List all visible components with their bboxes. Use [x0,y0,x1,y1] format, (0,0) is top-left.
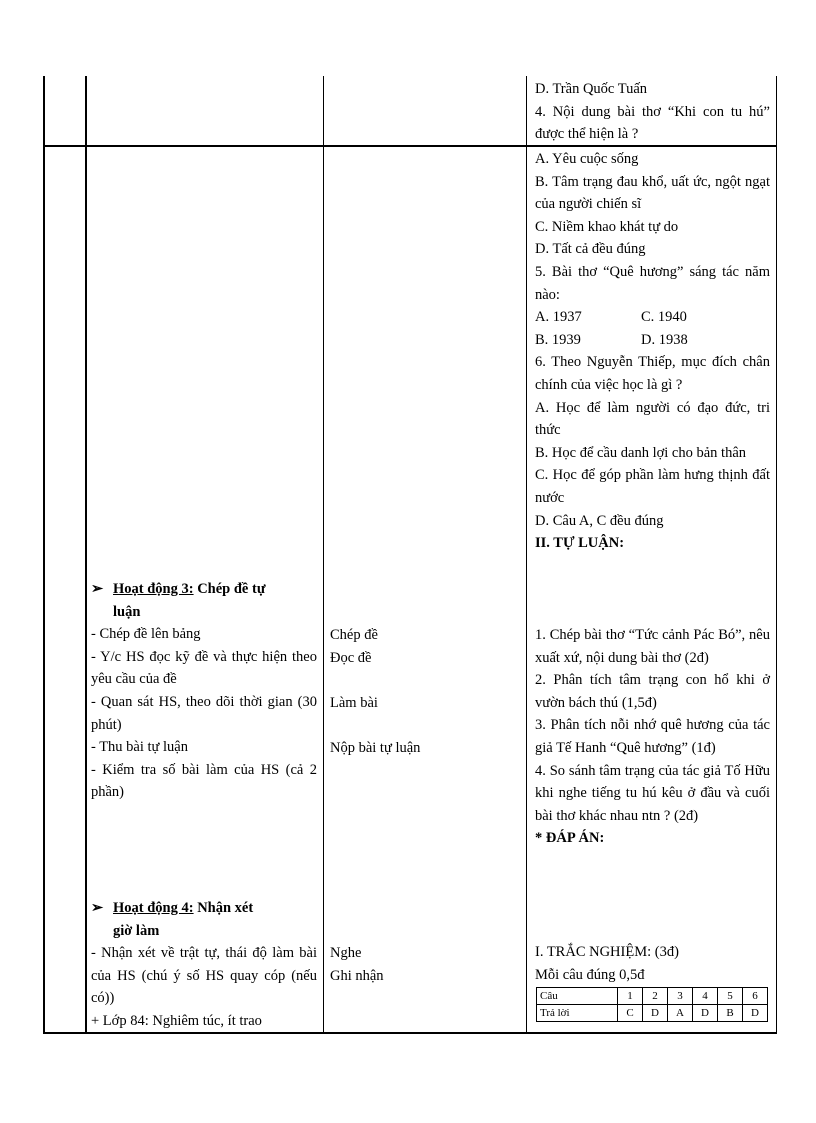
q5-options-row1 [535,306,770,329]
answer-table-cell: 1 [618,988,643,1005]
q5-option-a: A. 1937 [535,309,582,326]
activity4-title-line2: giờ làm [113,922,160,939]
mc-note: Mỗi câu đúng 0,5đ [535,966,645,983]
q6-option-a: A. Học để làm người có đạo đức, tri thức [535,399,770,439]
student-task: Làm bài [330,694,378,711]
answer-table-cell: A [668,1005,693,1022]
q5-option-b: B. 1939 [535,331,581,348]
essay-questions [535,624,770,850]
q4-option-b: B. Tâm trạng đau khổ, uất ức, ngột ngạt của người chiến sĩ [535,173,770,213]
student-task: Đọc đề [330,649,372,666]
q5-options-row2 [535,329,770,352]
q5-text: 5. Bài thơ “Quê hương” sáng tác năm nào: [535,263,770,303]
q3-option-d: D. Trần Quốc Tuấn [535,81,647,97]
essay-q1: 1. Chép bài thơ “Tức cảnh Pác Bó”, nêu xuất xứ, nội dung bài thơ (2đ) [535,627,770,666]
activity3-item: - Thu bài tự luận [91,739,188,756]
answer-table-cell: B [718,1005,743,1022]
student-activity-4 [330,942,520,987]
table-left-border [43,76,45,1034]
answer-table-row-answers [537,1005,768,1022]
q6-text: 6. Theo Nguyễn Thiếp, mục đích chân chính của việc học là gì ? [535,354,770,393]
answer-table-label-question: Câu [537,988,618,1005]
answer-table [536,987,768,1022]
student-task: Ghi nhận [330,967,384,984]
row1-questions [535,78,770,146]
activity3-item: - Kiểm tra số bài làm của HS (cả 2 phần) [91,761,317,801]
table-col-divider-1 [85,76,87,1034]
essay-heading: II. TỰ LUẬN: [535,535,625,552]
student-activity-3 [330,624,520,760]
answer-table-row-questions [537,988,768,1005]
q5-option-c: C. 1940 [641,309,687,326]
mc-heading: I. TRẮC NGHIỆM: (3đ) [535,944,679,960]
activity3-item: - Quan sát HS, theo dõi thời gian (30 phút) [91,693,317,733]
essay-q4-score: (2đ) [673,807,699,824]
q4-text: 4. Nội dung bài thơ “Khi con tu hú” được thể hiện là ? [535,103,770,143]
q4-option-d: D. Tất cả đều đúng [535,241,646,258]
q4-option-c: C. Niềm khao khát tự do [535,218,679,235]
student-task: Chép đề [330,627,378,643]
essay-q2-score: (1,5đ) [621,694,657,711]
activity3-item: - Chép đề lên bảng [91,626,201,643]
student-task: Nghe [330,945,362,961]
activity3-title: ➢ Hoạt động 3: Chép đề tự [91,578,317,601]
q6-option-d: D. Câu A, C đều đúng [535,512,664,529]
answer-heading: * ĐÁP ÁN: [535,830,605,847]
answer-table-cell: 5 [718,988,743,1005]
essay-q1-score: (2đ) [684,649,709,666]
answer-table-cell: D [693,1005,718,1022]
essay-q3-score: (1đ) [691,739,716,756]
answer-table-cell: 4 [693,988,718,1005]
activity3-item: - Y/c HS đọc kỹ đề và thực hiện theo yêu cầu của đề [91,648,317,688]
row2-questions [535,148,770,555]
activity4-item: - Nhận xét về trật tự, thái độ làm bài của HS (chú ý số HS quay cóp (nếu có)) [91,945,317,1007]
activity4-title: ➢ Hoạt động 4: Nhận xét [91,897,317,920]
essay-q3: 3. Phân tích nỗi nhớ quê hương của tác giả Tế Hanh “Quê hương” (1đ) [535,717,770,756]
q4-option-a: A. Yêu cuộc sống [535,151,639,167]
activity3-block [91,578,317,804]
arrow-bullet-icon: ➢ [91,581,104,597]
answer-table-label-answer: Trả lời [537,1005,618,1022]
answer-table-cell: 3 [668,988,693,1005]
essay-q4: 4. So sánh tâm trạng của tác giả Tố Hữu khi nghe tiếng tu hú kêu ở đầu và cuối bài thơ khác nhau ntn ? (2đ) [535,762,770,824]
activity3-title-line2: luận [113,603,141,620]
table-col-divider-2 [323,76,324,1034]
student-task: Nộp bài tự luận [330,739,421,756]
table-right-border [776,76,777,1034]
essay-q2: 2. Phân tích tâm trạng con hổ khi ở vườn bách thú (1,5đ) [535,672,770,711]
activity4-block [91,897,317,1033]
answer-table-cell: 6 [743,988,768,1005]
answer-table-cell: D [743,1005,768,1022]
answer-table-cell: 2 [643,988,668,1005]
q6-option-c: C. Học để góp phần làm hưng thịnh đất nước [535,467,770,506]
table-col-divider-3 [526,76,527,1034]
activity4-item: + Lớp 84: Nghiêm túc, ít trao [91,1012,262,1029]
answer-table-cell: D [643,1005,668,1022]
mc-answer-section [535,942,770,987]
q5-option-d: D. 1938 [641,331,688,348]
q6-option-b: B. Học để cầu danh lợi cho bản thân [535,444,747,461]
answer-table-cell: C [618,1005,643,1022]
arrow-bullet-icon: ➢ [91,900,104,916]
